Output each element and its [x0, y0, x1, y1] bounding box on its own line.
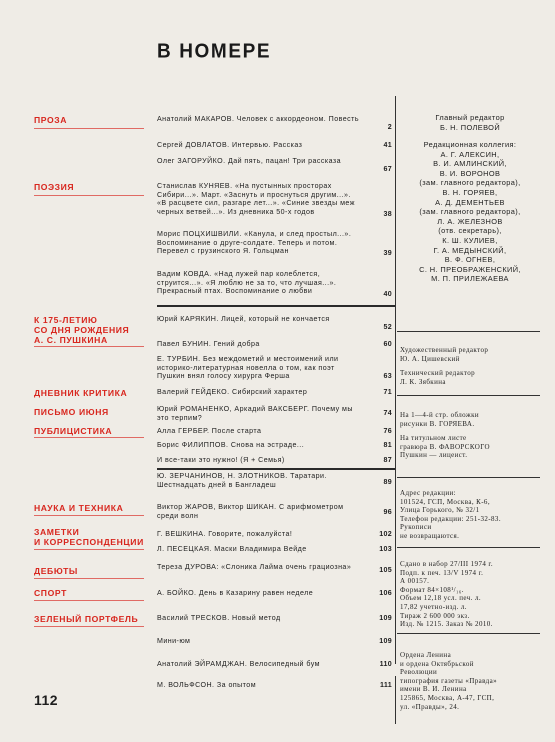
section-debuts: ДЕБЮТЫ: [34, 566, 78, 576]
toc-entry: Юрий КАРЯКИН. Лицей, который не кончается: [157, 315, 330, 323]
column-divider: [395, 96, 396, 664]
board-member: В. И. АМЛИНСКИЙ,: [433, 159, 507, 169]
toc-entry: А. БОЙКО. День в Казарину равен неделе: [157, 589, 314, 597]
page-title: В НОМЕРЕ: [157, 40, 272, 63]
toc-entry: И все-таки это нужно! (Я + Семья): [157, 456, 285, 464]
toc-page-number: 87: [383, 456, 392, 464]
section-rule: [34, 195, 144, 196]
section-green-folder: ЗЕЛЕНЫЙ ПОРТФЕЛЬ: [34, 614, 139, 624]
section-critic-diary: ДНЕВНИК КРИТИКА: [34, 388, 128, 398]
cover-line: На титульном листе: [400, 434, 467, 443]
print-line: Формат 84×108¹/₁₆.: [400, 585, 464, 594]
board-member: (отв. секретарь),: [438, 226, 502, 236]
toc-page-number: 74: [383, 409, 392, 417]
address-line: 101524, ГСП, Москва, К-6,: [400, 497, 490, 506]
order-line: 125865, Москва, А-47, ГСП,: [400, 693, 495, 702]
toc-entry: Сергей ДОВЛАТОВ. Интервью. Рассказ: [157, 141, 303, 149]
toc-rule: [157, 305, 395, 307]
toc-entry: Мини-юм: [157, 637, 191, 645]
toc-page-number: 71: [383, 388, 392, 396]
toc-page-number: 81: [383, 441, 392, 449]
toc-page-number: 110: [379, 660, 392, 668]
cover-line: гравюра В. ФАВОРСКОГО: [400, 442, 490, 451]
section-prose: ПРОЗА: [34, 115, 68, 125]
order-line: Ордена Ленина: [400, 651, 452, 659]
section-rule: [34, 346, 144, 347]
toc-page-number: 109: [379, 614, 392, 622]
order-line: ул. «Правды», 24.: [400, 702, 460, 711]
toc-page-number: 40: [383, 290, 392, 298]
address-line: Адрес редакции:: [400, 489, 457, 497]
right-rule: [397, 633, 540, 634]
toc-entry: Вадим КОВДА. «Над лужей пар колеблется, струится...». «Я люблю не за то, что лучшая...». Прекрасный птах. Воспоминание о любви: [157, 270, 337, 296]
toc-page-number: 106: [379, 589, 392, 597]
board-member: С. Н. ПРЕОБРАЖЕНСКИЙ,: [419, 264, 521, 274]
board-block: [400, 140, 540, 284]
order-line: Революции: [400, 668, 438, 677]
address-line: Рукописи: [400, 523, 432, 532]
print-line: Объем 12,18 усл. печ. л.: [400, 594, 481, 603]
editor-label: Главный редактор: [435, 113, 505, 122]
printing-house-block: [400, 651, 540, 711]
section-rule: [34, 437, 144, 438]
column-divider-bottom: [395, 676, 396, 724]
cover-block: [400, 411, 540, 460]
toc-page-number: 41: [383, 141, 392, 149]
toc-entry: Г. ВЕШКИНА. Говорите, пожалуйста!: [157, 530, 293, 538]
toc-page-number: 38: [383, 210, 392, 218]
board-member: Л. А. ЖЕЛЕЗНОВ: [437, 216, 503, 226]
toc-entry: Алла ГЕРБЕР. После старта: [157, 427, 262, 435]
toc-page-number: 105: [379, 566, 392, 574]
section-pushkin: К 175-ЛЕТИЮ СО ДНЯ РОЖДЕНИЯ А. С. ПУШКИНА: [34, 315, 130, 345]
right-rule: [397, 477, 540, 478]
address-block: [400, 489, 540, 541]
art-line: Технический редактор: [400, 369, 476, 378]
toc-entry: Юрий РОМАНЕНКО, Аркадий ВАКСБЕРГ. Почему мы это терпим?: [157, 405, 353, 422]
board-member: А. Д. ДЕМЕНТЬЕВ: [435, 197, 505, 207]
cover-line: рисунки В. ГОРЯЕВА.: [400, 419, 475, 428]
print-line: 17,82 учетно-изд. л.: [400, 602, 467, 611]
toc-entry: Морис ПОЦХИШВИЛИ. «Канула, и след простыл...». Воспоминание о друге-солдате. Теперь и потом. Перевел с грузинского Я. Гольцман: [157, 230, 352, 256]
board-member: К. Ш. КУЛИЕВ,: [442, 235, 498, 245]
editor-block: [400, 113, 540, 132]
right-rule: [397, 547, 540, 548]
board-member: В. И. ВОРОНОВ: [439, 168, 501, 178]
print-line: Подп. к печ. 13/V 1974 г.: [400, 568, 484, 577]
toc-entry: Ю. ЗЕРЧАНИНОВ, Н. ЗЛОТНИКОВ. Таратари. Шестнадцать дней в Бангладеш: [157, 472, 327, 489]
print-line: Изд. № 1215. Заказ № 2010.: [400, 620, 493, 629]
print-line: А 00157.: [400, 577, 430, 586]
order-line: имени В. И. Ленина: [400, 685, 467, 694]
toc-page-number: 76: [383, 427, 392, 435]
toc-entry: Тереза ДУРОВА: «Слоника Лайма очень грациозна»: [157, 563, 352, 571]
section-rule: [34, 128, 144, 129]
editor-name: Б. Н. ПОЛЕВОЙ: [439, 122, 501, 132]
section-sport: СПОРТ: [34, 588, 67, 598]
section-poetry: ПОЭЗИЯ: [34, 182, 75, 192]
art-block: [400, 346, 540, 386]
toc-page-number: 63: [383, 372, 392, 380]
print-block: [400, 560, 540, 629]
toc-entry: Е. ТУРБИН. Без междометий и местоимений или историко-литературная новелла о том, как поэт Пушкин внял голосу хирурга Ферша: [157, 355, 339, 381]
address-line: Улица Горького, № 32/1: [400, 506, 480, 515]
right-rule: [397, 395, 540, 396]
order-line: типография газеты «Правда»: [400, 676, 498, 685]
board-member: (зам. главного редактора),: [419, 178, 521, 188]
right-rule: [397, 331, 540, 332]
section-rule: [34, 626, 144, 627]
toc-page-number: 102: [379, 530, 392, 538]
toc-page-number: 103: [379, 545, 392, 553]
section-june-letter: ПИСЬМО ИЮНЯ: [34, 407, 109, 417]
toc-entry: Олег ЗАГОРУЙКО. Дай пять, пацан! Три рассказа: [157, 157, 342, 165]
art-line: Л. К. Зябкина: [400, 377, 446, 386]
art-line: Ю. А. Цишевский: [400, 354, 460, 363]
section-publicism: ПУБЛИЦИСТИКА: [34, 426, 113, 436]
toc-entry: Анатолий ЭЙРАМДЖАН. Велосипедный бум: [157, 660, 320, 668]
board-member: В. Ф. ОГНЕВ,: [444, 255, 496, 265]
print-line: Тираж 2 600 000 экз.: [400, 611, 470, 620]
cover-line: Пушкин — лицеист.: [400, 451, 468, 460]
print-line: Сдано в набор 27/III 1974 г.: [400, 560, 494, 568]
toc-rule: [157, 468, 395, 470]
board-member: Г. А. МЕДЫНСКИЙ,: [433, 245, 507, 255]
art-line: Художественный редактор: [400, 346, 489, 354]
board-member: А. Г. АЛЕКСИН,: [440, 149, 500, 159]
toc-page-number: 2: [387, 123, 392, 131]
toc-entry: Станислав КУНЯЕВ. «На пустынных просторах Сибири...». Март. «Заснуть и проснуться другим...». «В расцвете сил, разгаре лет...». «Синие звезды меж черных ветвей...». Из дневника 50-х годов: [157, 182, 355, 216]
order-line: и ордена Октябрьской: [400, 659, 474, 668]
toc-page-number: 67: [383, 165, 392, 173]
board-member: (зам. главного редактора),: [419, 207, 521, 217]
address-line: Телефон редакции: 251-32-83.: [400, 514, 501, 523]
toc-entry: Валерий ГЕЙДЕКО. Сибирский характер: [157, 388, 308, 396]
toc-entry: М. ВОЛЬФСОН. За опытом: [157, 681, 257, 689]
section-science: НАУКА И ТЕХНИКА: [34, 503, 124, 513]
page-number: 112: [34, 692, 59, 708]
toc-page-number: 89: [383, 478, 392, 486]
toc-entry: Виктор ЖАРОВ, Виктор ШИКАН. С арифмометром среди волн: [157, 503, 344, 520]
toc-page-number: 109: [379, 637, 392, 645]
address-line: не возвращаются.: [400, 531, 460, 540]
toc-entry: Павел БУНИН. Гений добра: [157, 340, 260, 348]
toc-entry: Анатолий МАКАРОВ. Человек с аккордеоном. Повесть: [157, 115, 359, 123]
toc-page-number: 52: [383, 323, 392, 331]
toc-entry: Василий ТРЕСКОВ. Новый метод: [157, 614, 281, 622]
board-member: М. П. ПРИЛЕЖАЕВА: [431, 274, 509, 284]
toc-entry: Борис ФИЛИППОВ. Снова на эстраде...: [157, 441, 305, 449]
section-notes: ЗАМЕТКИ И КОРРЕСПОНДЕНЦИИ: [34, 527, 144, 547]
section-rule: [34, 515, 144, 516]
toc-entry: Л. ПЕСЕЦКАЯ. Маски Владимира Вейде: [157, 545, 307, 553]
board-member: В. Н. ГОРЯЕВ,: [442, 187, 498, 197]
cover-line: На 1—4-й стр. обложки: [400, 411, 480, 419]
section-rule: [34, 600, 144, 601]
board-label: Редакционная коллегия:: [423, 140, 517, 149]
section-rule: [34, 549, 144, 550]
toc-page-number: 96: [383, 508, 392, 516]
toc-page-number: 39: [383, 249, 392, 257]
toc-page-number: 111: [380, 681, 392, 689]
toc-page-number: 60: [383, 340, 392, 348]
section-rule: [34, 578, 144, 579]
